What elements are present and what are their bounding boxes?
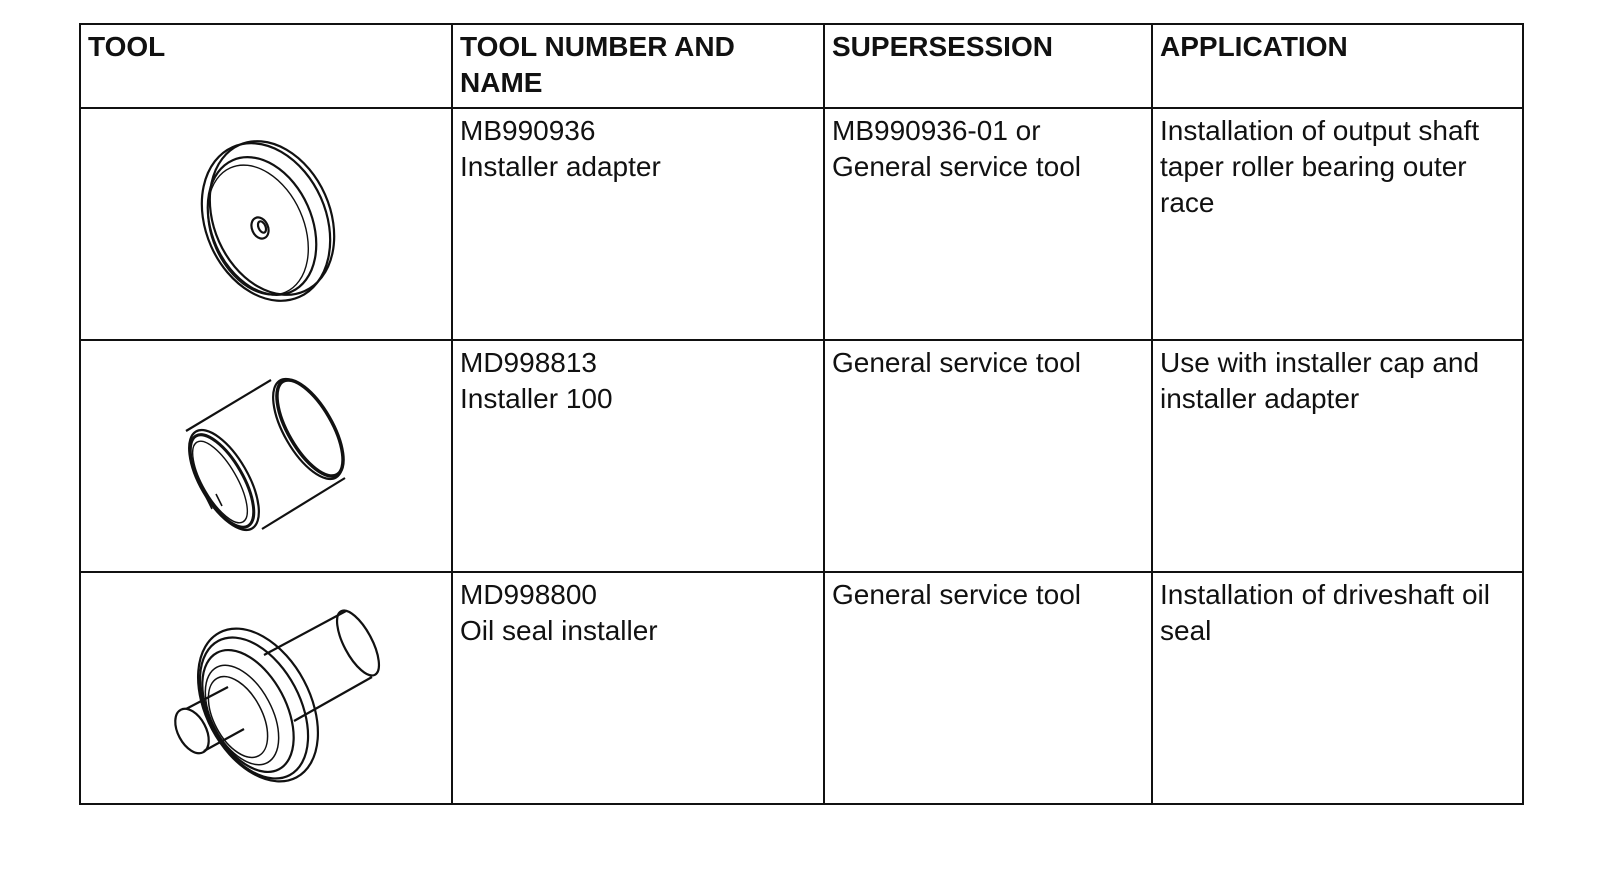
supersession-cell [824, 108, 1152, 340]
application-cell [1152, 108, 1523, 340]
tool-image-cell [80, 340, 452, 572]
supersession-line-1: MB990936-01 or [832, 115, 1041, 146]
tool-number-name-cell [452, 572, 824, 804]
tool-number: MB990936 [460, 115, 596, 146]
tool-name: Installer adapter [460, 151, 661, 182]
table-row [80, 340, 1523, 572]
header-tool: TOOL [80, 24, 452, 108]
tool-number: MD998800 [460, 579, 597, 610]
special-tools-table [79, 23, 1524, 805]
tool-number-name-cell [452, 108, 824, 340]
tool-number-name-cell [452, 340, 824, 572]
tool-number: MD998813 [460, 347, 597, 378]
tool-image-cell [80, 108, 452, 340]
supersession-line-1: General service tool [832, 347, 1082, 378]
installer-adapter-disc-icon [186, 134, 346, 314]
application-text: Installation of output shaft taper roller bearing outer race [1160, 115, 1480, 218]
application-text: Use with installer cap and installer adapter [1160, 347, 1480, 414]
application-text: Installation of driveshaft oil seal [1160, 579, 1490, 646]
tool-name: Oil seal installer [460, 615, 658, 646]
table-row [80, 572, 1523, 804]
application-cell [1152, 340, 1523, 572]
application-cell [1152, 572, 1523, 804]
tool-image-cell [80, 572, 452, 804]
supersession-line-1: General service tool [832, 579, 1082, 610]
supersession-cell [824, 572, 1152, 804]
header-tool-number-and-name: TOOL NUMBER AND NAME [452, 24, 824, 108]
tool-name: Installer 100 [460, 383, 613, 414]
supersession-cell [824, 340, 1152, 572]
header-row [80, 24, 1523, 108]
oil-seal-installer-icon [146, 593, 386, 783]
installer-cylinder-icon [166, 371, 366, 541]
table-row [80, 108, 1523, 340]
header-supersession: SUPERSESSION [824, 24, 1152, 108]
supersession-line-2: General service tool [832, 151, 1082, 182]
header-application: APPLICATION [1152, 24, 1523, 108]
